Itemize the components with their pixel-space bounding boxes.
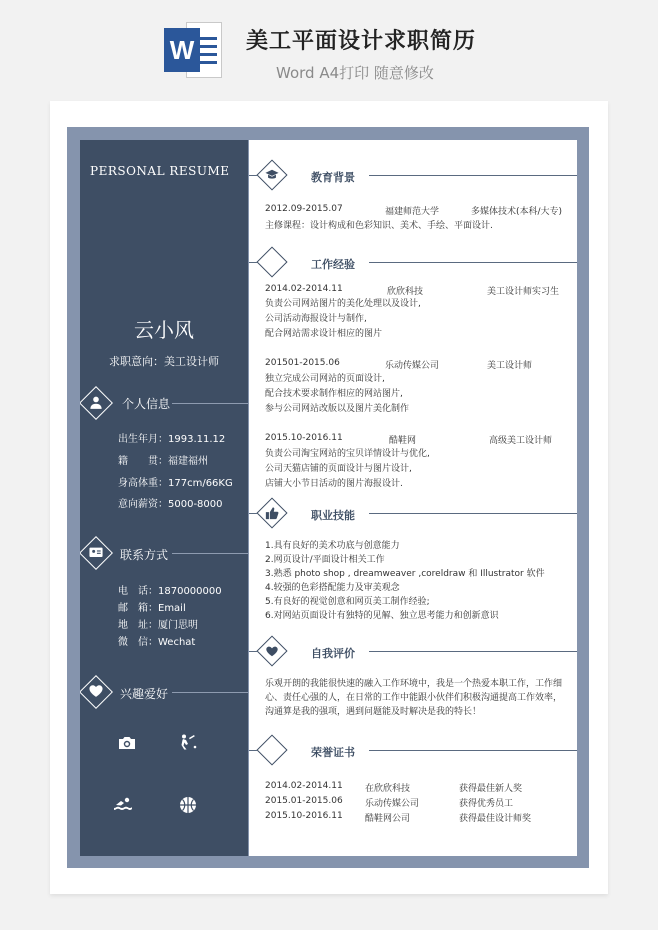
education-courses: 主修课程：设计构成和色彩知识、美术、手绘、平面设计. bbox=[265, 221, 493, 231]
education-title: 教育背景 bbox=[311, 171, 355, 184]
self-eval-text: 乐观开朗的我能很快速的融入工作环境中，我是一个热爱本职工作，工作细心、责任心强的人，在日常的工作中能跟小伙伴们积极沟通提高工作效率，沟通算是我的强项，遇到问题能及时解决是我的特长！ bbox=[265, 679, 563, 717]
job-period: 2014.02-2014.11 bbox=[265, 284, 343, 294]
word-letter: W bbox=[164, 28, 200, 72]
job-role: 美工设计师 bbox=[487, 361, 533, 371]
job-role: 美工设计师实习生 bbox=[487, 287, 560, 297]
info-salary: 意向薪资：5000-8000 bbox=[118, 499, 223, 510]
heart-icon bbox=[89, 684, 104, 699]
job-period: 2015.10-2016.11 bbox=[265, 433, 343, 443]
thumbs-up-icon bbox=[265, 506, 279, 520]
self-eval-title: 自我评价 bbox=[311, 647, 355, 660]
personal-resume-label: PERSONAL RESUME bbox=[90, 164, 230, 178]
skill-item: 6.对网站页面设计有独特的见解、独立思考能力和创新意识 bbox=[265, 611, 499, 621]
job-company: 欣欣科技 bbox=[387, 287, 424, 297]
contact-title: 联系方式 bbox=[120, 548, 169, 562]
job-intent: 求职意向：美工设计师 bbox=[109, 355, 219, 368]
hobbies-badge bbox=[80, 675, 113, 709]
job-company: 乐动传媒公司 bbox=[385, 361, 440, 371]
experience-title: 工作经验 bbox=[311, 258, 355, 271]
contact-phone: 电 话：1870000000 bbox=[118, 586, 222, 597]
job-duty: 配合网站需求设计相应的图片 bbox=[265, 329, 383, 339]
job-duty: 配合技术要求制作相应的网站图片, bbox=[265, 389, 403, 399]
job-duty: 公司活动海报设计与制作, bbox=[265, 314, 367, 324]
contact-badge bbox=[80, 536, 113, 570]
badminton-icon bbox=[178, 733, 198, 753]
honor-award: 获得最佳新人奖 bbox=[459, 784, 523, 794]
job-company: 酷鞋网 bbox=[389, 436, 417, 446]
education-school: 福建师范大学 bbox=[385, 207, 440, 217]
honor-period: 2015.01-2015.06 bbox=[265, 796, 343, 806]
basketball-icon bbox=[178, 795, 198, 815]
honor-award: 获得优秀员工 bbox=[459, 799, 514, 809]
education-badge bbox=[256, 159, 287, 190]
contact-card-icon bbox=[89, 545, 104, 560]
skill-item: 2.网页设计/平面设计相关工作 bbox=[265, 555, 385, 565]
person-icon bbox=[89, 395, 104, 410]
job-duty: 负责公司淘宝网站的宝贝详情设计与优化, bbox=[265, 449, 430, 459]
contact-wechat: 微 信：Wechat bbox=[118, 637, 196, 648]
honor-period: 2015.10-2016.11 bbox=[265, 811, 343, 821]
education-period: 2012.09-2015.07 bbox=[265, 204, 343, 214]
personal-info-badge bbox=[80, 386, 113, 420]
honor-org: 在欣欣科技 bbox=[365, 784, 411, 794]
banner-subtitle: Word A4打印 随意修改 bbox=[276, 64, 434, 82]
honor-org: 乐动传媒公司 bbox=[365, 799, 420, 809]
experience-badge bbox=[256, 246, 287, 277]
banner-title: 美工平面设计求职简历 bbox=[246, 29, 477, 54]
info-birth: 出生年月：1993.11.12 bbox=[118, 434, 226, 445]
contact-email: 邮 箱：Email bbox=[118, 603, 186, 614]
honor-org: 酷鞋网公司 bbox=[365, 814, 411, 824]
header-banner bbox=[0, 0, 658, 98]
skill-item: 4.较强的色彩搭配能力及审美观念 bbox=[265, 583, 400, 593]
job-period: 201501-2015.06 bbox=[265, 358, 340, 368]
skill-item: 3.熟悉 photo shop , dreamweaver ,coreldraw 和 Illustrator 软件 bbox=[265, 569, 545, 579]
education-major: 多媒体技术(本科/大专) bbox=[471, 207, 563, 217]
honor-period: 2014.02-2014.11 bbox=[265, 781, 343, 791]
skills-badge bbox=[256, 497, 287, 528]
skill-item: 5.有良好的视觉创意和网页美工制作经验; bbox=[265, 597, 430, 607]
job-duty: 公司天猫店铺的页面设计与图片设计, bbox=[265, 464, 412, 474]
swimming-icon bbox=[113, 794, 133, 814]
self-eval-badge bbox=[256, 635, 287, 666]
contact-address: 地 址：厦门思明 bbox=[118, 620, 198, 631]
camera-icon bbox=[117, 733, 137, 753]
honors-title: 荣誉证书 bbox=[311, 746, 355, 759]
resume-sidebar bbox=[80, 140, 248, 856]
hearts-icon bbox=[265, 644, 279, 658]
resume-main bbox=[249, 140, 577, 856]
job-duty: 店铺大小节日活动的图片海报设计. bbox=[265, 479, 403, 489]
job-duty: 负责公司网站图片的美化处理以及设计, bbox=[265, 299, 421, 309]
honors-badge bbox=[256, 734, 287, 765]
honor-award: 获得最佳设计师奖 bbox=[459, 814, 532, 824]
job-duty: 独立完成公司网站的页面设计, bbox=[265, 374, 385, 384]
job-role: 高级美工设计师 bbox=[489, 436, 553, 446]
candidate-name: 云小风 bbox=[134, 318, 194, 342]
job-duty: 参与公司网站改版以及图片美化制作 bbox=[265, 404, 410, 414]
graduation-cap-icon bbox=[265, 168, 279, 182]
info-height-weight: 身高体重：177cm/66KG bbox=[118, 478, 233, 489]
skills-title: 职业技能 bbox=[311, 509, 355, 522]
word-icon bbox=[164, 18, 224, 82]
skill-item: 1.具有良好的美术功底与创意能力 bbox=[265, 541, 400, 551]
info-hometown: 籍 贯：福建福州 bbox=[118, 456, 208, 467]
personal-info-title: 个人信息 bbox=[122, 397, 171, 411]
hobbies-title: 兴趣爱好 bbox=[120, 687, 169, 701]
